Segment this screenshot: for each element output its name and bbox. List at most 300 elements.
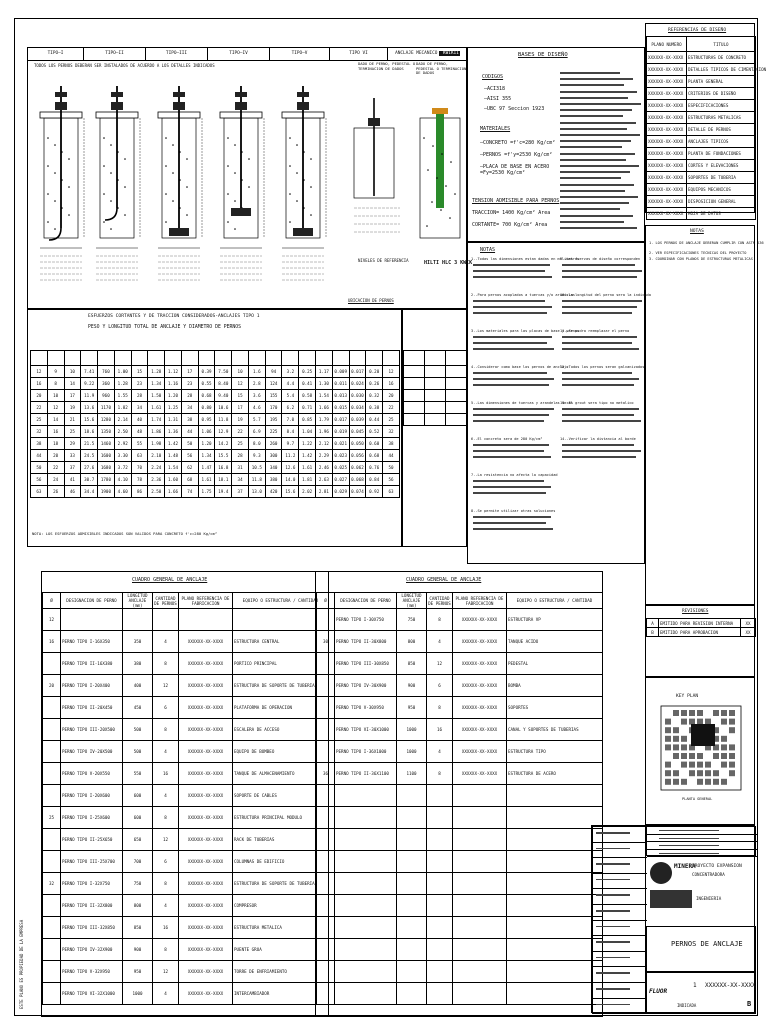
- schedule-left-panel: [41, 571, 329, 1017]
- table-cell: 12: [43, 609, 61, 631]
- table-cell: 1.66: [165, 486, 182, 498]
- table-cell: 0.050: [349, 438, 366, 450]
- table-cell: TORRE DE ENFRIAMIENTO: [233, 961, 329, 983]
- concrete-aggregate: [450, 161, 452, 163]
- table-cell: [317, 851, 335, 873]
- criteria-text-line: [560, 128, 627, 130]
- table-cell: 1350: [98, 426, 115, 438]
- table-cell: [317, 961, 335, 983]
- table-cell: 2.92: [114, 438, 131, 450]
- table-cell: [43, 851, 61, 873]
- table-row: [43, 917, 329, 939]
- note-text-line: [473, 486, 551, 488]
- table-cell: 4: [153, 895, 179, 917]
- criteria-text-line: [560, 159, 626, 161]
- table-cell: 12.9: [215, 426, 232, 438]
- approval-text-line: [596, 957, 630, 959]
- code-1: —ACI318: [484, 86, 506, 92]
- table-cell: 16: [153, 763, 179, 785]
- schedule-right-table: [316, 592, 603, 1005]
- table-cell: 16: [47, 426, 64, 438]
- table-cell: 37: [64, 462, 81, 474]
- approval-row: [593, 827, 647, 843]
- table-cell: XXXXXX-XX-XXXX: [647, 172, 687, 184]
- concrete-aggregate: [54, 172, 56, 174]
- note-text-line: [473, 522, 546, 524]
- table-cell: PLANTA GENERAL: [687, 76, 756, 88]
- table-cell: [335, 829, 397, 851]
- table-cell: [453, 895, 507, 917]
- table-cell: 0.38: [366, 402, 383, 414]
- table-cell: XXXXXX-XX-XXXX: [179, 653, 233, 675]
- table-cell: 4: [153, 785, 179, 807]
- table-cell: 0.68: [366, 450, 383, 462]
- note-item: 9.-Las fuerzas de diseño corresponden: [560, 257, 641, 261]
- table-cell: 1.86: [148, 426, 165, 438]
- column-header: [47, 351, 64, 366]
- tension-label: TENSION ADMISIBLE PARA PERNOS: [472, 198, 560, 204]
- key-plan-block: [673, 753, 679, 759]
- table-cell: 900: [123, 939, 153, 961]
- notes-title: NOTAS: [480, 247, 496, 253]
- detail-header-label: TIPO—III: [165, 51, 188, 56]
- table-cell: 9.3: [248, 450, 265, 462]
- table-cell: [43, 785, 61, 807]
- table-cell: 750: [123, 873, 153, 895]
- table-cell: 0.41: [299, 378, 316, 390]
- column-header: [81, 351, 98, 366]
- concrete-aggregate: [289, 193, 291, 195]
- table-cell: 9: [47, 366, 64, 378]
- table-cell: [317, 675, 335, 697]
- table-cell: 1.28: [114, 378, 131, 390]
- table-cell: 650: [123, 829, 153, 851]
- table-cell: ESTRUCTURA TIPO: [507, 741, 603, 763]
- column-header: [114, 351, 131, 366]
- table-cell: [317, 741, 335, 763]
- table-header-row: [317, 593, 603, 609]
- table-cell: XX: [741, 628, 756, 637]
- criteria-text-line: [560, 202, 629, 204]
- table-cell: PERNO TIPO I-16X350: [61, 631, 123, 653]
- table-cell: 63: [31, 486, 48, 498]
- table-cell: [404, 414, 425, 426]
- table-cell: 0.062: [349, 462, 366, 474]
- table-row: [43, 851, 329, 873]
- table-cell: 1.61: [198, 474, 215, 486]
- table-cell: 4: [427, 631, 453, 653]
- key-plan-title: KEY PLAN: [676, 694, 699, 699]
- note-item: 14.-Verificar la distancia al borde: [560, 437, 636, 441]
- table-cell: [43, 829, 61, 851]
- table-cell: 24.5: [81, 450, 98, 462]
- table-cell: [427, 785, 453, 807]
- key-plan-block: [697, 710, 703, 716]
- table-row: [317, 697, 603, 719]
- table-cell: 8.4: [282, 426, 299, 438]
- table-cell: 22: [232, 426, 249, 438]
- general-notes-panel: [645, 225, 764, 605]
- table-cell: 36: [317, 763, 335, 785]
- concrete-aggregate: [289, 137, 291, 139]
- table-cell: 8: [153, 873, 179, 895]
- concrete-aggregate: [54, 200, 56, 202]
- key-plan-block: [729, 744, 735, 750]
- general-note-2: 2. VER ESPECIFICACIONES TECNICAS DEL PROYECTO: [649, 251, 747, 255]
- table-row: [317, 785, 603, 807]
- table-cell: [397, 961, 427, 983]
- table-cell: 25: [43, 807, 61, 829]
- concrete-aggregate: [103, 165, 105, 167]
- note-text-line: [562, 312, 632, 314]
- table-cell: 11.9: [81, 390, 98, 402]
- table-cell: [507, 873, 603, 895]
- table-cell: 1.47: [198, 462, 215, 474]
- table-cell: 0.68: [198, 390, 215, 402]
- concrete-aggregate: [172, 200, 174, 202]
- approval-row: [593, 921, 647, 937]
- concrete-aggregate: [449, 217, 451, 219]
- table-cell: XXXXXX-XX-XXXX: [647, 208, 687, 220]
- table-cell: 34.4: [81, 486, 98, 498]
- table-cell: 34: [181, 402, 198, 414]
- table-cell: PERNO TIPO I-30X750: [335, 609, 397, 631]
- table-cell: 5.4: [282, 390, 299, 402]
- table-cell: 12.6: [282, 462, 299, 474]
- table-row: [31, 390, 400, 402]
- table-cell: 62: [181, 462, 198, 474]
- table-row: [43, 939, 329, 961]
- table-cell: 34: [232, 474, 249, 486]
- table-cell: 1100: [397, 763, 427, 785]
- table-cell: 15.6: [282, 486, 299, 498]
- table-cell: PERNO TIPO I-36X1000: [335, 741, 397, 763]
- table-cell: EQUIPO DE BOMBEO: [233, 741, 329, 763]
- table-row: [31, 486, 400, 498]
- table-cell: 1.50: [148, 390, 165, 402]
- table-cell: 12: [153, 829, 179, 851]
- table-cell: 1.16: [165, 378, 182, 390]
- table-row: [647, 64, 756, 76]
- general-notes-title: NOTAS: [690, 229, 704, 234]
- table-cell: PERNO TIPO V-30X950: [335, 697, 397, 719]
- table-row: [647, 124, 756, 136]
- general-note-1: 1. LOS PERNOS DE ANCLAJE DEBERAN CUMPLIR CON ASTM A36: [649, 241, 764, 245]
- bolt-nut-top: [297, 92, 309, 97]
- table-cell: 360: [98, 378, 115, 390]
- note-text-line: [473, 348, 554, 350]
- mini-revision-row: [647, 827, 757, 835]
- criteria-body-text: [560, 72, 642, 242]
- consultant-name: INGENIERIA: [696, 896, 722, 901]
- table-cell: 1.34: [198, 450, 215, 462]
- key-plan-block: [673, 744, 679, 750]
- table-cell: 380: [123, 653, 153, 675]
- detail-header-cell: [388, 48, 468, 60]
- table-row: [31, 438, 400, 450]
- table-cell: [335, 917, 397, 939]
- notes-list-continued: [560, 257, 651, 557]
- column-header: [446, 351, 467, 366]
- table-cell: [335, 983, 397, 1005]
- table-cell: [317, 785, 335, 807]
- table-cell: PERNO TIPO I-25X600: [61, 807, 123, 829]
- table-cell: 1.74: [148, 414, 165, 426]
- table-cell: ESTRUCTURAS DE CONCRETO: [687, 52, 756, 64]
- table-cell: PERNO TIPO III-20X500: [61, 719, 123, 741]
- revisions-panel: [645, 605, 755, 677]
- note-text-line: [562, 348, 639, 350]
- table-row: [317, 741, 603, 763]
- concrete-aggregate: [110, 200, 112, 202]
- table-cell: 2.24: [148, 462, 165, 474]
- notes-list: [471, 257, 580, 557]
- details-general-note: TODOS LOS PERNOS DEBERAN SER INSTALADOS DE ACUERDO A LOS DETALLES INDICADOS: [34, 63, 215, 68]
- table-cell: [335, 895, 397, 917]
- table-cell: 74: [181, 486, 198, 498]
- table-cell: [335, 807, 397, 829]
- side-stamp: ESTE PLANO ES PROPIEDAD DE LA EMPRESA: [19, 919, 24, 1009]
- main-table-panel: [27, 309, 402, 547]
- table-cell: 8: [153, 719, 179, 741]
- table-header-row: [647, 37, 756, 52]
- code-2: —AISI 355: [484, 96, 512, 102]
- table-cell: 550: [123, 763, 153, 785]
- note-text-line: [562, 264, 635, 266]
- column-header: [366, 351, 383, 366]
- concrete-aggregate: [426, 225, 428, 227]
- note-text-line: [473, 306, 552, 308]
- concrete-aggregate: [68, 214, 70, 216]
- note-item: 7.-La resistencia no afecta la capacidad: [471, 473, 558, 477]
- table-cell: 0.55: [198, 378, 215, 390]
- side-table: [403, 350, 467, 426]
- table-cell: 18: [47, 438, 64, 450]
- table-cell: [446, 402, 467, 414]
- column-header: [282, 351, 299, 366]
- table-cell: PLANTA DE FUNDACIONES: [687, 148, 756, 160]
- approval-text-line: [596, 1004, 630, 1006]
- table-cell: DETALLES TIPICOS DE CIMENTACION: [687, 64, 756, 76]
- table-row: [404, 414, 467, 426]
- detail-header-cell: [208, 48, 270, 60]
- concrete-aggregate: [103, 137, 105, 139]
- column-header: LONGITUD ANCLAJE (mm): [397, 593, 427, 609]
- table-cell: [425, 366, 446, 378]
- table-cell: XXXXXX-XX-XXXX: [647, 52, 687, 64]
- table-cell: [453, 917, 507, 939]
- note-text-line: [473, 480, 544, 482]
- table-cell: 0.074: [349, 486, 366, 498]
- concrete-aggregate: [432, 145, 434, 147]
- table-cell: 1.98: [148, 438, 165, 450]
- concrete-aggregate: [165, 137, 167, 139]
- bolt-nut-top: [235, 92, 247, 97]
- table-row: [317, 983, 603, 1005]
- table-cell: 1.25: [165, 402, 182, 414]
- table-cell: 1460: [98, 438, 115, 450]
- column-header: [299, 351, 316, 366]
- concrete-aggregate: [172, 172, 174, 174]
- table-row: [31, 366, 400, 378]
- note-item: 10.-La longitud del perno sera la indicada: [560, 293, 651, 297]
- table-cell: 12: [427, 653, 453, 675]
- bolt-nut: [235, 102, 247, 110]
- column-header: PLANO REFERENCIA DE FABRICACION: [179, 593, 233, 609]
- key-plan-block: [713, 710, 719, 716]
- table-cell: 8: [153, 939, 179, 961]
- table-cell: XXXXXX-XX-XXXX: [179, 741, 233, 763]
- table-cell: [427, 829, 453, 851]
- table-cell: XXXXXX-XX-XXXX: [179, 851, 233, 873]
- table-cell: 3.72: [114, 462, 131, 474]
- table-cell: 960: [98, 390, 115, 402]
- table-cell: 2.46: [316, 462, 333, 474]
- table-row: [317, 609, 603, 631]
- table-cell: [335, 873, 397, 895]
- anchor-detail-3: [158, 86, 202, 280]
- table-cell: 2.8: [248, 378, 265, 390]
- table-cell: XXXXXX-XX-XXXX: [179, 917, 233, 939]
- table-cell: XXXXXX-XX-XXXX: [647, 196, 687, 208]
- table-cell: [317, 807, 335, 829]
- niveles-caption: NIVELES DE REFERENCIA: [358, 258, 409, 263]
- table-cell: [179, 609, 233, 631]
- table-cell: PERNO TIPO VI-30X1000: [335, 719, 397, 741]
- criteria-text-line: [560, 78, 633, 80]
- concrete-aggregate: [54, 144, 56, 146]
- note-item: 1.-Todas las dimensiones estan dadas en milimetros: [471, 257, 580, 261]
- table-cell: 0.045: [349, 426, 366, 438]
- table-cell: [317, 983, 335, 1005]
- table-cell: 225: [265, 426, 282, 438]
- table-cell: [335, 939, 397, 961]
- table-cell: SOPORTE DE CABLES: [233, 785, 329, 807]
- table-cell: 20: [43, 675, 61, 697]
- note-text-line: [473, 414, 549, 416]
- table-cell: [404, 402, 425, 414]
- table-cell: PERNO TIPO IV-30X900: [335, 675, 397, 697]
- table-cell: 0.056: [349, 450, 366, 462]
- table-cell: XXXXXX-XX-XXXX: [453, 609, 507, 631]
- table-row: [43, 631, 329, 653]
- key-plan-block: [729, 710, 735, 716]
- table-cell: 600: [123, 785, 153, 807]
- table-cell: 25: [64, 426, 81, 438]
- table-cell: XXXXXX-XX-XXXX: [647, 160, 687, 172]
- table-row: [647, 196, 756, 208]
- drawing-number: XXXXXX-XX-XXXX: [705, 982, 756, 989]
- schedule-left-table: [42, 592, 329, 1005]
- key-plan-block: [729, 762, 735, 768]
- key-plan-block: [729, 719, 735, 725]
- note-item: 2.-Para pernos acoplados a tuercas y/o arandelas: [471, 293, 575, 297]
- column-header: [404, 351, 425, 366]
- table-cell: [404, 378, 425, 390]
- approval-text-line: [596, 988, 630, 990]
- approval-text-line: [596, 863, 630, 865]
- concrete-aggregate: [227, 193, 229, 195]
- detail-header-cell: [330, 48, 388, 60]
- table-cell: 12: [232, 378, 249, 390]
- key-plan-block: [697, 762, 703, 768]
- criteria-text-line: [560, 177, 621, 179]
- criteria-text-line: [560, 122, 636, 124]
- table-row: [647, 88, 756, 100]
- table-cell: 0.027: [332, 474, 349, 486]
- table-cell: 6.9: [248, 426, 265, 438]
- table-cell: 8: [153, 807, 179, 829]
- table-cell: COMPRESOR: [233, 895, 329, 917]
- table-cell: 8: [427, 609, 453, 631]
- criteria-text-line: [560, 165, 639, 167]
- key-plan-block: [665, 727, 671, 733]
- table-cell: 11.8: [215, 414, 232, 426]
- table-cell: 1.82: [114, 402, 131, 414]
- table-cell: 24: [47, 474, 64, 486]
- anchor-detail-5: [282, 86, 326, 280]
- table-cell: 3.6: [248, 390, 265, 402]
- table-row: [647, 136, 756, 148]
- detail-header-cell: [146, 48, 208, 60]
- concrete-aggregate: [186, 214, 188, 216]
- key-plan-block: [665, 736, 671, 742]
- table-cell: 10: [64, 366, 81, 378]
- table-cell: 17: [181, 366, 198, 378]
- criteria-title: BASES DE DISEÑO: [518, 52, 568, 58]
- table-cell: 0.030: [349, 390, 366, 402]
- table-cell: [43, 653, 61, 675]
- table-cell: 7.0: [282, 414, 299, 426]
- table-cell: PERNO TIPO II-30X800: [335, 631, 397, 653]
- tension-2: CORTANTE= 700 Kg/cm² Area: [472, 222, 548, 228]
- drawing-title: PERNOS DE ANCLAJE: [671, 940, 743, 948]
- table-cell: [453, 939, 507, 961]
- table-cell: PUENTE GRUA: [233, 939, 329, 961]
- table-cell: PERNO TIPO III-32X850: [61, 917, 123, 939]
- table-cell: 94: [265, 366, 282, 378]
- key-plan-block: [721, 744, 727, 750]
- table-cell: 0.58: [299, 390, 316, 402]
- table-row: [647, 619, 756, 628]
- table-cell: EQUIPOS MECANICOS: [687, 184, 756, 196]
- company-logo: [650, 862, 672, 884]
- table-cell: 0.011: [332, 378, 349, 390]
- table-cell: 0.76: [366, 462, 383, 474]
- column-header: PLANO REFERENCIA DE FABRICACION: [453, 593, 507, 609]
- table-cell: 0.20: [366, 366, 383, 378]
- table-cell: XXXXXX-XX-XXXX: [453, 719, 507, 741]
- table-row: [647, 76, 756, 88]
- table-cell: 40: [131, 414, 148, 426]
- table-row: [317, 675, 603, 697]
- note-text-line: [562, 450, 641, 452]
- key-plan-drawing: [661, 706, 741, 790]
- criteria-text-line: [560, 115, 623, 117]
- table-row: [43, 961, 329, 983]
- note-text-line: [473, 264, 550, 266]
- concrete-aggregate: [431, 201, 433, 203]
- key-plan-block: [689, 719, 695, 725]
- note-item: 13.-El grout sera tipo no metalico: [560, 401, 634, 405]
- criteria-text-line: [560, 153, 635, 155]
- table-cell: 1.96: [316, 426, 333, 438]
- table-cell: 14: [64, 378, 81, 390]
- table-cell: XXXXXX-XX-XXXX: [179, 697, 233, 719]
- approval-text-line: [596, 941, 630, 943]
- table-cell: 0.013: [332, 390, 349, 402]
- table-cell: 0.009: [332, 366, 349, 378]
